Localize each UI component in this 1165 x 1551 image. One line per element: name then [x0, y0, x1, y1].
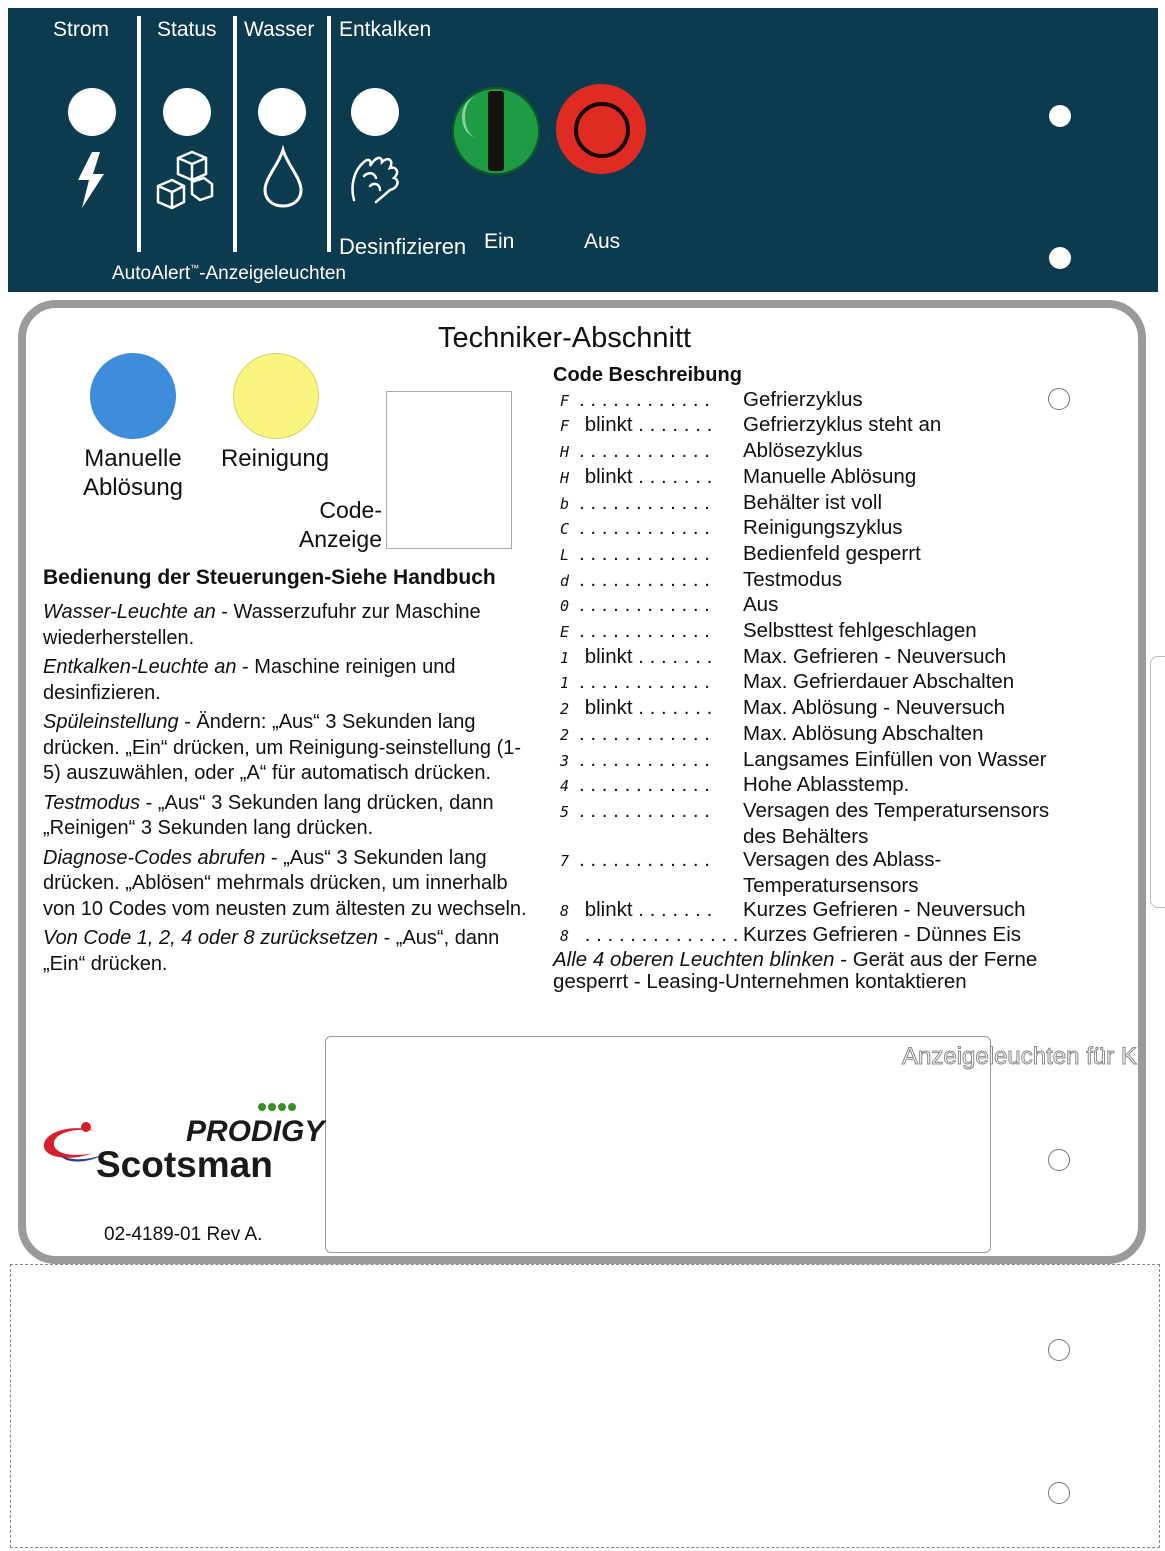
code-description: des Behälters — [743, 824, 869, 848]
instruction-text: - Maschine reinigen und desinfizieren. — [43, 656, 456, 704]
scotsman-prodigy-logo — [40, 1095, 325, 1185]
code-key: F . . . . . . . . . . . . — [560, 387, 710, 411]
code-row — [553, 413, 1113, 439]
instruction-text: - Ändern: „Aus“ 3 Sekunden lang drücken. „Ein“ drücken, um Reinigung-seinstellung (1-5) auszuwählen, oder „A“ für automatisch drücken. — [43, 711, 522, 784]
manual-release-label-line1: Manuelle — [84, 445, 182, 472]
code-row — [553, 593, 1113, 619]
instruction-item — [43, 655, 535, 706]
code-description: Gefrierzyklus — [743, 387, 863, 411]
perforated-section — [10, 1264, 1160, 1548]
code-row — [553, 696, 1113, 722]
technician-section-title: Techniker-Abschnitt — [438, 322, 692, 354]
customer-label-area — [325, 1036, 991, 1253]
code-description: Gefrierzyklus steht an — [743, 413, 942, 437]
code-description: Temperatursensors — [743, 874, 919, 898]
code-note-text: - Gerät aus der Ferne gesperrt - Leasing-Unternehmen kontaktieren — [553, 948, 1038, 994]
code-key: 8 . . . . . . . . . . . . . . — [560, 923, 739, 947]
code-row — [553, 568, 1113, 594]
off-symbol-icon — [574, 102, 630, 158]
manual-release-button[interactable] — [90, 353, 176, 439]
code-display-label — [286, 496, 382, 554]
indicator-label-water: Wasser — [244, 18, 315, 41]
instruction-item — [43, 926, 535, 977]
off-button-label: Aus — [584, 230, 621, 253]
code-row — [553, 645, 1113, 671]
cleaning-button[interactable] — [233, 353, 319, 439]
trademark: ™ — [190, 263, 200, 273]
code-row — [553, 874, 1113, 898]
instruction-item — [43, 600, 535, 651]
instruction-lead: Testmodus — [43, 791, 141, 814]
code-description: Ablösezyklus — [743, 439, 863, 463]
power-led — [68, 88, 116, 136]
instruction-lead: Von Code 1, 2, 4 oder 8 zurücksetzen — [43, 927, 379, 949]
autoalert-brand: AutoAlert — [112, 263, 191, 284]
code-description: Hohe Ablasstemp. — [743, 773, 910, 797]
code-table — [553, 364, 1113, 993]
code-description: Max. Gefrieren - Neuversuch — [743, 644, 1007, 668]
part-number: 02-4189-01 Rev A. — [104, 1224, 263, 1245]
instruction-text: - „Aus“ 3 Sekunden lang drücken, dann „Reinigen“ 3 Sekunden lang drücken. — [43, 791, 494, 839]
instruction-lead: Entkalken-Leuchte an — [43, 656, 237, 678]
on-button[interactable] — [452, 87, 540, 175]
divider — [327, 16, 331, 252]
code-row — [553, 799, 1113, 825]
code-row — [553, 619, 1113, 645]
code-description: Max. Ablösung - Neuversuch — [743, 696, 1006, 720]
mounting-hole — [1048, 388, 1070, 410]
logo-product-text: PRODIGY — [186, 1115, 325, 1148]
code-row — [553, 388, 1113, 414]
code-key: 3 . . . . . . . . . . . . — [560, 747, 710, 771]
code-row — [553, 516, 1113, 542]
manual-release-label-line2: Ablösung — [82, 474, 184, 501]
code-row — [553, 748, 1113, 774]
code-key: F blinkt . . . . . . . — [560, 413, 713, 437]
code-key: b . . . . . . . . . . . . — [560, 490, 710, 514]
logo-brand-text: Scotsman — [96, 1144, 273, 1185]
code-rows — [553, 388, 1113, 949]
code-display — [386, 391, 512, 549]
mounting-dot — [1049, 105, 1071, 127]
code-description: Kurzes Gefrieren - Dünnes Eis — [743, 923, 1022, 947]
code-key: 7 . . . . . . . . . . . . — [560, 848, 710, 872]
indicator-label-status: Status — [157, 18, 217, 41]
code-description: Manuelle Ablösung — [743, 464, 917, 488]
code-description: Testmodus — [743, 567, 843, 591]
code-row — [553, 465, 1113, 491]
code-row — [553, 898, 1113, 924]
autoalert-suffix: -Anzeigeleuchten — [199, 263, 346, 284]
sanitize-label: Desinfizieren — [339, 234, 467, 259]
water-led — [258, 88, 306, 136]
code-key: 8 blinkt . . . . . . . — [560, 897, 713, 921]
code-row — [553, 670, 1113, 696]
code-display-label-line2: Anzeige — [298, 526, 382, 552]
mounting-dot — [1049, 247, 1071, 269]
side-tab — [1150, 656, 1165, 908]
hands-wash-icon — [346, 146, 406, 206]
ice-cubes-icon — [154, 148, 214, 208]
water-drop-icon — [253, 148, 313, 208]
mounting-hole — [1048, 1149, 1070, 1171]
code-row — [553, 848, 1113, 874]
code-row — [553, 542, 1113, 568]
status-led — [163, 88, 211, 136]
code-display-label-line1: Code- — [319, 497, 382, 523]
off-button[interactable] — [556, 84, 646, 174]
code-note-lead: Alle 4 oberen Leuchten blinken — [553, 948, 835, 972]
code-description: Selbsttest fehlgeschlagen — [743, 619, 977, 643]
code-description: Kurzes Gefrieren - Neuversuch — [743, 897, 1026, 921]
code-key: H blinkt . . . . . . . — [560, 464, 713, 488]
instruction-lead: Diagnose-Codes abrufen — [43, 846, 266, 869]
code-key: C . . . . . . . . . . . . — [560, 516, 710, 540]
indicator-label-descale: Entkalken — [339, 18, 432, 41]
code-table-heading: Code Beschreibung — [553, 364, 742, 386]
instructions-list — [43, 600, 535, 981]
code-description: Langsames Einfüllen von Wasser — [743, 747, 1047, 771]
code-key: 1 . . . . . . . . . . . . — [560, 670, 710, 694]
instruction-text: - „Aus“, dann „Ein“ drücken. — [43, 927, 500, 975]
instruction-item — [43, 791, 535, 842]
code-row — [553, 923, 1113, 949]
code-description: Versagen des Ablass- — [743, 848, 942, 872]
cutoff-label: Anzeigeleuchten für K — [902, 1043, 1137, 1070]
instruction-item — [43, 846, 535, 923]
code-description: Behälter ist voll — [743, 490, 883, 514]
lightning-icon — [62, 150, 122, 210]
code-key: 2 blinkt . . . . . . . — [560, 696, 713, 720]
code-key: 5 . . . . . . . . . . . . — [560, 798, 710, 822]
code-description: Reinigungszyklus — [743, 516, 903, 540]
code-row — [553, 491, 1113, 517]
code-key: 0 . . . . . . . . . . . . — [560, 593, 710, 617]
instruction-text: - Wasserzufuhr zur Maschine wiederherstellen. — [43, 601, 481, 649]
instruction-text: - „Aus“ 3 Sekunden lang drücken. „Ablösen“ mehrmals drücken, um innerhalb von 10 Codes vom neusten zum ältesten zu wechseln. — [43, 846, 527, 920]
instruction-lead: Wasser-Leuchte an — [43, 601, 216, 623]
manual-release-label — [66, 444, 200, 502]
code-key: E . . . . . . . . . . . . — [560, 619, 710, 643]
code-row — [553, 439, 1113, 465]
divider — [137, 16, 141, 252]
code-row — [553, 773, 1113, 799]
button-highlight — [462, 97, 491, 137]
instruction-item — [43, 710, 535, 787]
autoalert-caption — [112, 263, 346, 285]
code-description: Max. Ablösung Abschalten — [743, 721, 984, 745]
code-row — [553, 722, 1113, 748]
code-key: 2 . . . . . . . . . . . . — [560, 721, 710, 745]
code-key: L . . . . . . . . . . . . — [560, 541, 710, 565]
cleaning-label: Reinigung — [220, 445, 330, 472]
code-description: Aus — [743, 593, 779, 617]
instructions-heading: Bedienung der Steuerungen-Siehe Handbuch — [43, 566, 496, 589]
code-key: 4 . . . . . . . . . . . . — [560, 773, 710, 797]
descale-led — [351, 88, 399, 136]
logo-dots-icon — [258, 1103, 296, 1111]
code-note — [553, 949, 1113, 993]
on-button-label: Ein — [484, 230, 515, 253]
indicator-label-power: Strom — [53, 18, 110, 41]
divider — [233, 16, 237, 252]
code-description: Versagen des Temperatursensors — [743, 798, 1050, 822]
on-symbol-icon — [488, 91, 504, 171]
code-key: H . . . . . . . . . . . . — [560, 439, 710, 463]
code-row — [553, 825, 1113, 849]
code-description: Max. Gefrierdauer Abschalten — [743, 670, 1015, 694]
code-key: 1 blinkt . . . . . . . — [560, 644, 713, 668]
instruction-lead: Spüleinstellung — [43, 711, 179, 733]
code-key: d . . . . . . . . . . . . — [560, 567, 710, 591]
code-description: Bedienfeld gesperrt — [743, 541, 921, 565]
